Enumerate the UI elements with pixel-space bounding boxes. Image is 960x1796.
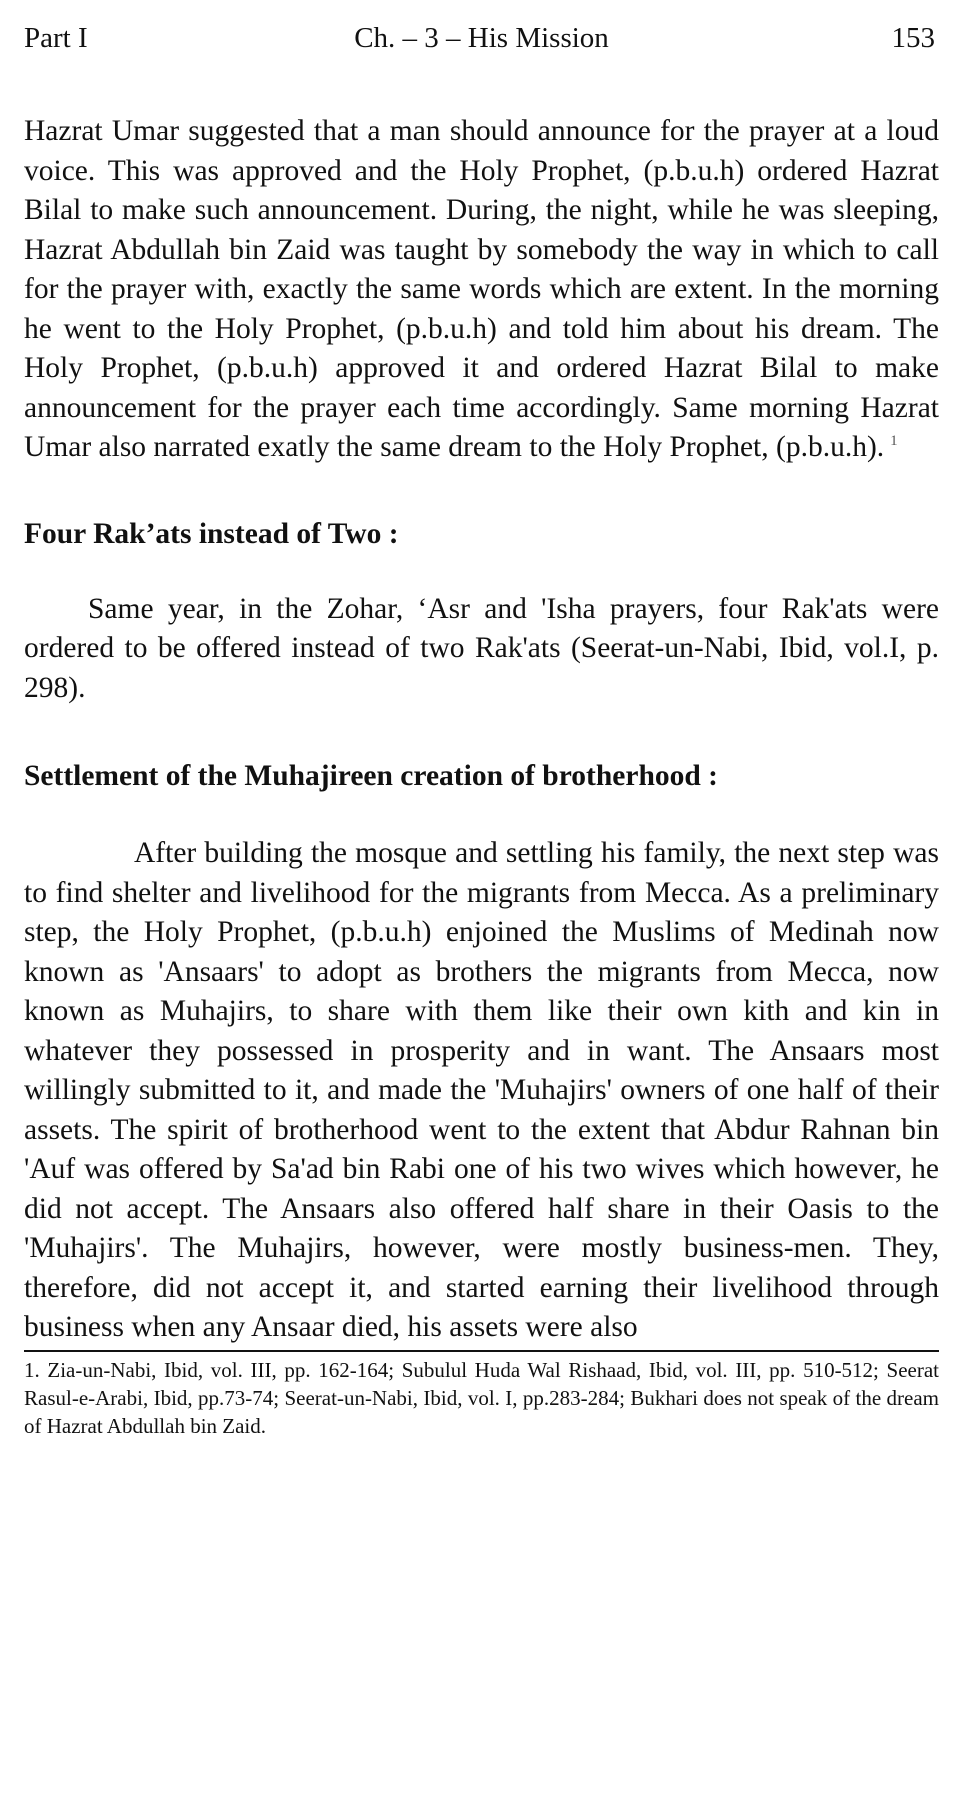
chapter-title: Ch. – 3 – His Mission: [354, 22, 609, 54]
running-header: [24, 18, 939, 68]
footnote: 1. Zia-un-Nabi, Ibid, vol. III, pp. 162-164; Subulul Huda Wal Rishaad, Ibid, vol. III, pp. 510-512; Seerat Rasul-e-Arabi, Ibid, pp.73-74; Seerat-un-Nabi, Ibid, vol. I, pp.283-284; Bukhari does not speak of the dream of Hazrat Abdullah bin Zaid.: [24, 1357, 939, 1438]
paragraph-text: Hazrat Umar suggested that a man should announce for the prayer at a loud voice. This was approved and the Holy Prophet, (p.b.u.h) ordered Hazrat Bilal to make such announcement. During, the night, while he was sleeping, Hazrat Abdullah bin Zaid was taught by somebody the way in which to call for the prayer with, exactly the same words which are extent. In the morning he went to the Holy Prophet, (p.b.u.h) and told him about his dream. The Holy Prophet, (p.b.u.h) approved it and ordered Hazrat Bilal to make announcement for the prayer each time accordingly. Same morning Hazrat Umar also narrated exatly the same dream to the Holy Prophet, (p.b.u.h).: [24, 115, 939, 463]
footnote-divider: [24, 1350, 939, 1352]
body-paragraph: Same year, in the Zohar, ‘Asr and 'Isha prayers, four Rak'ats were ordered to be offered instead of two Rak'ats (Seerat-un-Nabi, Ibid, vol.I, p. 298).: [24, 592, 939, 704]
page-number: 153: [891, 22, 935, 54]
footnote-marker: 1: [890, 433, 898, 450]
part-label: Part I: [24, 22, 88, 54]
section-heading: Four Rak’ats instead of Two :: [24, 517, 399, 550]
book-page: [24, 18, 939, 1440]
body-paragraph: After building the mosque and settling his family, the next step was to find shelter and livelihood for the migrants from Mecca. As a preliminary step, the Holy Prophet, (p.b.u.h) enjoined the Muslims of Medinah now known as 'Ansaars' to adopt as brothers the migrants from Mecca, now known as Muhajirs, to share with them like their own kith and kin in whatever they possessed in prosperity and in want. The Ansaars most willingly submitted to it, and made the 'Muhajirs' owners of one half of their assets. The spirit of brotherhood went to the extent that Abdur Rahnan bin 'Auf was offered by Sa'ad bin Rabi one of his two wives which however, he did not accept. The Ansaars also offered half share in their Oasis to the 'Muhajirs'. The Muhajirs, however, were mostly business-men. They, therefore, did not accept it, and started earning their livelihood through business when any Ansaar died, his assets were also: [24, 837, 939, 1343]
section-heading: Settlement of the Muhajireen creation of brotherhood :: [24, 760, 718, 792]
body-paragraph: [24, 112, 939, 468]
